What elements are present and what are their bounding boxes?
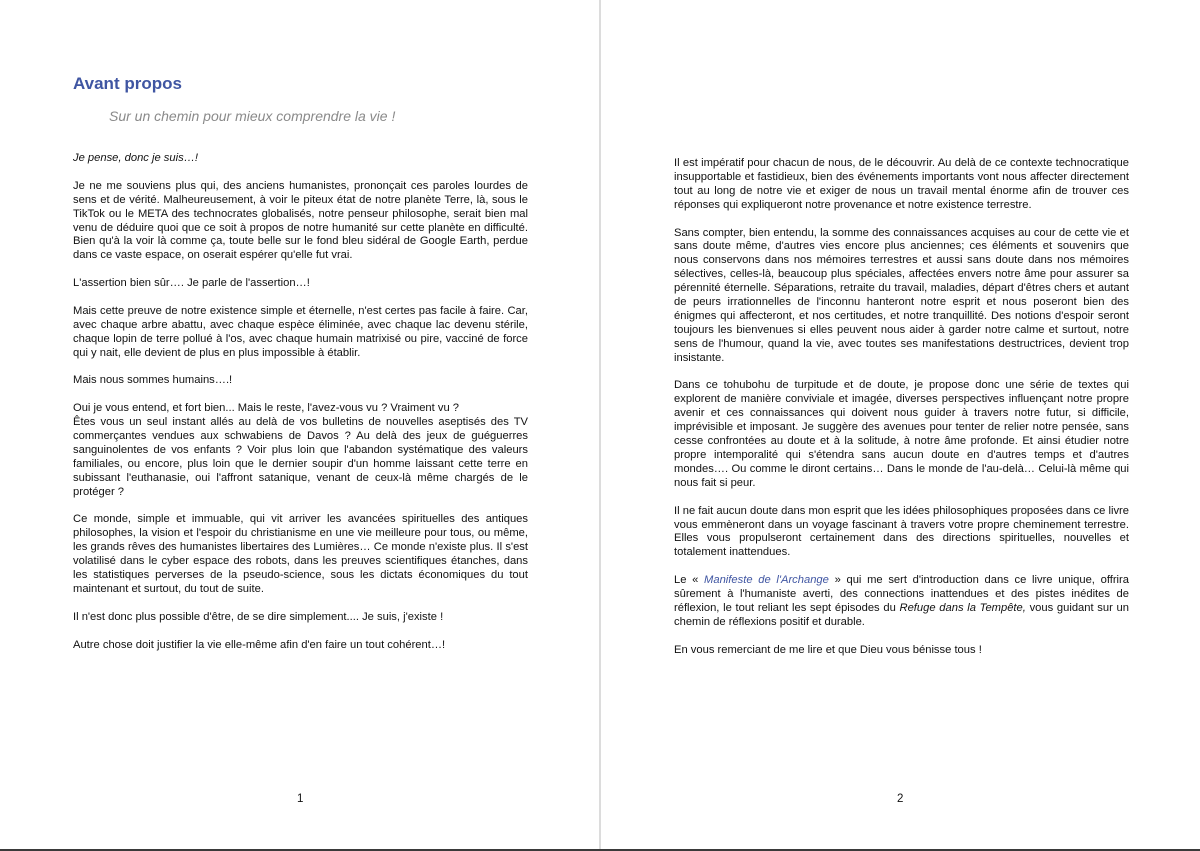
page-number: 2 [897,793,904,805]
manifeste-title-link[interactable]: Manifeste de l'Archange [704,574,829,587]
page-title: Avant propos [73,74,182,93]
book-title: Refuge dans la Tempête, [899,601,1026,614]
page-number: 1 [297,793,304,805]
paragraph: Ce monde, simple et immuable, qui vit arriver les avancées spirituelles des antiques philosophes, la vision et l'espoir du christianisme en une vie meilleure pour tous, ou même, les grands rêves des humanistes libertaires des Lumières… Ce monde n'existe plus. Il s'est volatilisé dans le cyber espace des robots, dans les preuves scientifiques étanches, dans les statistiques perverses de la pseudo-science, sous les dictats économiques du tout maintenant et surtout, du tout de suite. [73,513,528,595]
right-page [601,0,1200,849]
paragraph: Sans compter, bien entendu, la somme des connaissances acquises au cour de cette vie et sans doute même, d'autres vies encore plus anciennes; ces éléments et souvenirs que nous conservons dans nos mémoires terrestres et aussi sans doute dans nos mémoires sélectives, celles-là, beaucoup plus spéciales, affectées envers notre âme pour assurer sa pérennité éternelle. Séparations, retraite du travail, maladies, départ d'êtres chers et autant de peurs irrationnelles de l'inconnu hanteront notre esprit et nous poseront bien des énigmes qui affecteront, et nos certitudes, et notre tranquillité. Des notions d'espoir seront toujours les bienvenues si elles peuvent nous aider à garder notre calme et surtout, notre sens de l'humour, quand la vie, avec toutes ses manifestations destructrices, devient trop insistante. [674,226,1129,364]
manifeste-middle: » qui me sert d'introduction dans ce livre unique, offrira sûrement à l'humaniste averti, des connections inattendues et des pistes inédites de réflexion, le tout reliant les sept épisodes du [674,574,1129,614]
manifeste-paragraph [674,574,1129,630]
paragraph: Dans ce tohubohu de turpitude et de doute, je propose donc une série de textes qui explorent de manière conviviale et imagée, diverses perspectives influençant notre propre avenir et ces connaissances qui doivent nous guider à travers notre futur, si difficile, imprévisible et imposant. Je suggère des avenues pour tenter de relier notre pensée, sans cesse confrontées au doute et à la solitude, à notre âme profonde. Et ainsi étudier notre propre intemporalité qui s'étendra sans aucun doute en d'autres temps et d'autres mondes…. Ou comme le diront certains… Dans le monde de l'au-delà… Celui-là même qui nous fait si peur. [674,379,1129,489]
paragraph: Mais cette preuve de notre existence simple et éternelle, n'est certes pas facile à faire. Car, avec chaque arbre abattu, avec chaque espèce éliminée, avec chaque lac devenu stérile, chaque lopin de terre pollué à l'os, avec chaque humain matrixisé ou pire, vacciné de force qui y nait, elle devient de plus en plus impossible à établir. [73,304,528,359]
closing-line: En vous remerciant de me lire et que Dieu vous bénisse tous ! [674,643,982,656]
paragraph: Autre chose doit justifier la vie elle-même afin d'en faire un tout cohérent…! [73,638,446,651]
page-subtitle: Sur un chemin pour mieux comprendre la vie ! [109,108,396,124]
paragraph: Êtes vous un seul instant allés au delà de vos bulletins de nouvelles aseptisés des TV commerçantes vendues aux schwabiens de Davos ? Au delà des jeux de guéguerres sanguinolentes de vos enfants ? Voir plus loin que l'abandon systématique des valeurs familiales, ou encore, plus loin que le dernier soupir d'un homme laissant cette terre en subissant l'euthanasie, oui l'affront satanique, venant de ceux-là même chargés de le protéger ? [73,416,528,498]
manifeste-prefix: Le « [674,574,705,587]
manifeste-suffix: vous guidant sur un chemin de réflexions positif et durable. [674,601,1129,628]
paragraph: L'assertion bien sûr…. Je parle de l'assertion…! [73,277,310,290]
paragraph: Il ne fait aucun doute dans mon esprit que les idées philosophiques proposées dans ce livre vous emmèneront dans un voyage fascinant à travers votre propre cheminement terrestre. Elles vous propulseront certainement dans des directions spirituelles, nouvelles et totalement inattendues. [674,504,1129,559]
left-page [0,0,599,849]
left-page-body [73,152,528,666]
paragraph: Oui je vous entend, et fort bien... Mais le reste, l'avez-vous vu ? Vraiment vu ? [73,402,460,415]
paragraph: Il n'est donc plus possible d'être, de se dire simplement.... Je suis, j'existe ! [73,610,444,623]
paragraph: Mais nous sommes humains….! [73,374,233,387]
epigraph: Je pense, donc je suis…! [73,152,198,164]
paragraph: Je ne me souviens plus qui, des anciens humanistes, prononçait ces paroles lourdes de sens et de vérité. Malheureusement, à voir le piteux état de notre planète Terre, là, sous le TikTok ou le META des technocrates globalisés, notre penseur philosophe, serait bien mal venu de déduire quoi que ce soit à propos de notre humanité sur cette planète en difficulté. Bien qu'à la voir là comme ça, toute belle sur le fond bleu sidéral de Google Earth, perdue dans ce vaste espace, on oserait espérer qu'elle fut vrai. [73,179,528,262]
paragraph: Il est impératif pour chacun de nous, de le découvrir. Au delà de ce contexte technocratique insupportable et fastidieux, bien des événements importants vont nous affecter directement tout au long de notre vie et exiger de nous un travail mental énorme afin de trouver ces réponses qui expliqueront notre provenance et notre existence terrestre. [674,157,1129,211]
right-page-body [674,157,1129,671]
